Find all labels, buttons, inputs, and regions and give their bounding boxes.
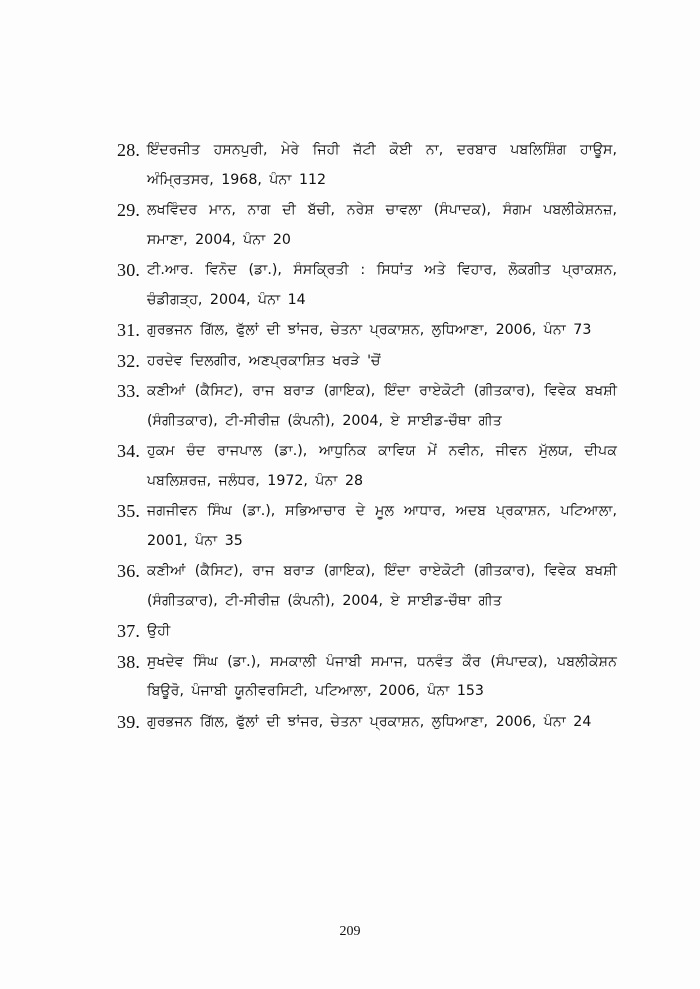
reference-number: 37.	[117, 621, 141, 641]
reference-item	[117, 708, 617, 738]
reference-number: 36.	[117, 561, 141, 581]
reference-number: 31.	[117, 320, 141, 340]
reference-number: 29.	[117, 200, 141, 220]
reference-list	[117, 136, 617, 738]
reference-item	[117, 377, 617, 436]
reference-text: ਗੁਰਭਜਨ ਗਿੱਲ, ਫੁੱਲਾਂ ਦੀ ਝਾਂਜਰ, ਚੇਤਨਾ ਪ੍ਰਕਾਸ਼ਨ, ਲੁਧਿਆਣਾ, 2006, ਪੰਨਾ 24	[147, 713, 592, 730]
reference-item	[117, 196, 617, 255]
reference-number: 34.	[117, 441, 141, 461]
reference-number: 28.	[117, 140, 141, 160]
reference-text: ਸੁਖਦੇਵ ਸਿੰਘ (ਡਾ.), ਸਮਕਾਲੀ ਪੰਜਾਬੀ ਸਮਾਜ, ਧਨਵੰਤ ਕੌਰ (ਸੰਪਾਦਕ), ਪਬਲੀਕੇਸ਼ਨ ਬਿਊਰੋ, ਪੰਜਾਬੀ ਯੂਨੀਵਰਸਿਟੀ, ਪਟਿਆਲਾ, 2006, ਪੰਨਾ 153	[147, 653, 617, 699]
reference-number: 33.	[117, 381, 141, 401]
reference-text: ਲਖਵਿੰਦਰ ਮਾਨ, ਨਾਗ ਦੀ ਬੱਚੀ, ਨਰੇਸ਼ ਚਾਵਲਾ (ਸੰਪਾਦਕ), ਸੰਗਮ ਪਬਲੀਕੇਸ਼ਨਜ਼, ਸਮਾਣਾ, 2004, ਪੰਨਾ 20	[147, 202, 617, 248]
reference-text: ਕਣੀਆਂ (ਕੈਸਿਟ), ਰਾਜ ਬਰਾੜ (ਗਾਇਕ), ਇੰਦਾ ਰਾਏਕੋਟੀ (ਗੀਤਕਾਰ), ਵਿਵੇਕ ਬਖਸ਼ੀ (ਸੰਗੀਤਕਾਰ), ਟੀ-ਸੀਰੀਜ਼ (ਕੰਪਨੀ), 2004, ਏ ਸਾਈਡ-ਚੌਥਾ ਗੀਤ	[147, 563, 617, 609]
reference-item	[117, 437, 617, 496]
reference-item	[117, 136, 617, 195]
reference-number: 32.	[117, 350, 141, 371]
reference-text: ਗੁਰਭਜਨ ਗਿੱਲ, ਫੁੱਲਾਂ ਦੀ ਝਾਂਜਰ, ਚੇਤਨਾ ਪ੍ਰਕਾਸ਼ਨ, ਲੁਧਿਆਣਾ, 2006, ਪੰਨਾ 73	[147, 322, 592, 338]
reference-number: 38.	[117, 651, 141, 672]
reference-text: ਟੀ.ਆਰ. ਵਿਨੋਦ (ਡਾ.), ਸੰਸਕ੍ਰਿਤੀ : ਸਿਧਾਂਤ ਅਤੇ ਵਿਹਾਰ, ਲੋਕਗੀਤ ਪ੍ਰਾਕਸ਼ਨ, ਚੰਡੀਗੜ੍ਹ, 2004, ਪੰਨਾ 14	[147, 262, 617, 308]
reference-item	[117, 347, 617, 377]
reference-text: ਹੁਕਮ ਚੰਦ ਰਾਜਪਾਲ (ਡਾ.), ਆਧੁਨਿਕ ਕਾਵਿਯ ਮੇਂ ਨਵੀਨ, ਜੀਵਨ ਮੁੱਲਯ, ਦੀਪਕ ਪਬਲਿਸ਼ਰਜ਼, ਜਲੰਧਰ, 1972, ਪੰਨਾ 28	[147, 443, 617, 489]
reference-item	[117, 648, 617, 707]
reference-item	[117, 617, 617, 647]
page-number: 209	[339, 924, 361, 939]
reference-number: 39.	[117, 711, 141, 732]
reference-text: ਉਹੀ	[147, 623, 171, 639]
reference-text: ਜਗਜੀਵਨ ਸਿੰਘ (ਡਾ.), ਸਭਿਆਚਾਰ ਦੇ ਮੂਲ ਆਧਾਰ, ਅਦਬ ਪ੍ਰਕਾਸ਼ਨ, ਪਟਿਆਲਾ, 2001, ਪੰਨਾ 35	[147, 503, 617, 549]
reference-item	[117, 497, 617, 556]
reference-text: ਹਰਦੇਵ ਦਿਲਗੀਰ, ਅਣਪ੍ਰਕਾਸ਼ਿਤ ਖਰੜੇ 'ਚੋਂ	[147, 352, 381, 369]
reference-text: ਕਣੀਆਂ (ਕੈਸਿਟ), ਰਾਜ ਬਰਾੜ (ਗਾਇਕ), ਇੰਦਾ ਰਾਏਕੋਟੀ (ਗੀਤਕਾਰ), ਵਿਵੇਕ ਬਖਸ਼ੀ (ਸੰਗੀਤਕਾਰ), ਟੀ-ਸੀਰੀਜ਼ (ਕੰਪਨੀ), 2004, ਏ ਸਾਈਡ-ਚੌਥਾ ਗੀਤ	[147, 383, 617, 429]
reference-item	[117, 316, 617, 346]
reference-text: ਇੰਦਰਜੀਤ ਹਸਨਪੁਰੀ, ਮੇਰੇ ਜਿਹੀ ਜੱਟੀ ਕੋਈ ਨਾ, ਦਰਬਾਰ ਪਬਲਿਸ਼ਿੰਗ ਹਾਊਸ, ਅੰਮ੍ਰਿਤਸਰ, 1968, ਪੰਨਾ 112	[147, 142, 617, 188]
reference-item	[117, 256, 617, 315]
reference-item	[117, 557, 617, 616]
reference-number: 35.	[117, 501, 141, 521]
reference-number: 30.	[117, 260, 141, 280]
